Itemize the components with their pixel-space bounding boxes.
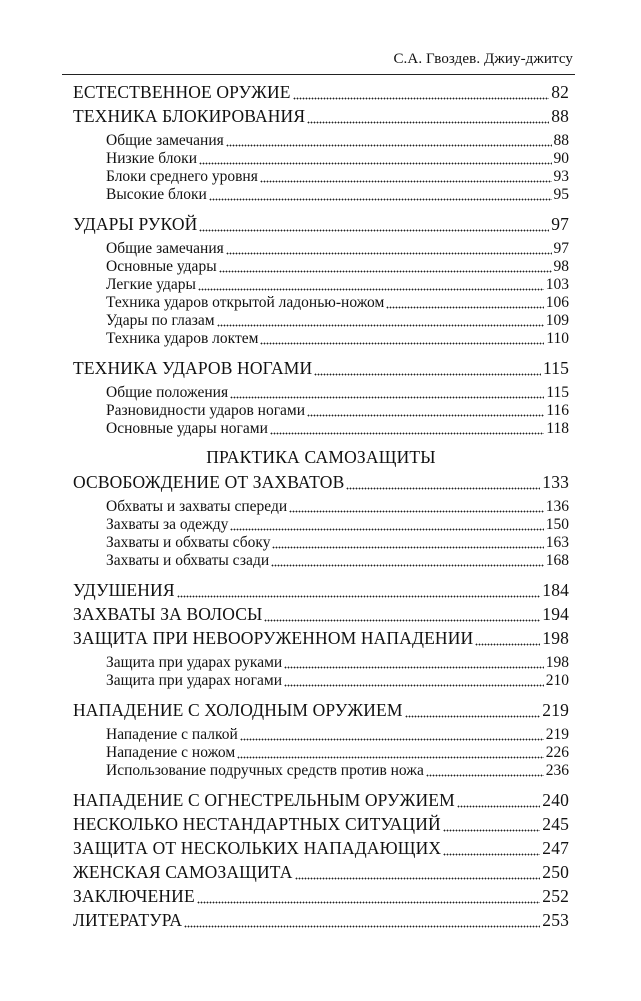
toc-subsection-entry[interactable] — [73, 744, 569, 762]
toc-subsection-entry[interactable] — [73, 150, 569, 168]
entry-title: ТЕХНИКА УДАРОВ НОГАМИ — [73, 358, 313, 378]
page-number: 103 — [545, 276, 569, 293]
dot-leader — [475, 626, 540, 650]
page-number: 240 — [542, 790, 569, 810]
entry-title: ЗАЩИТА ПРИ НЕВООРУЖЕННОМ НАПАДЕНИИ — [73, 628, 474, 648]
dot-leader — [230, 516, 543, 534]
entry-title: Общие положения — [106, 384, 229, 401]
toc-subsection-entry[interactable] — [73, 330, 569, 348]
toc-subsection-entry[interactable] — [73, 420, 569, 438]
dot-leader — [260, 330, 544, 348]
toc-subsection-entry[interactable] — [73, 654, 569, 672]
toc-subsection-entry[interactable] — [73, 258, 569, 276]
page-number: 118 — [546, 420, 569, 437]
dot-leader — [199, 150, 551, 168]
entry-title: ЛИТЕРАТУРА — [73, 910, 183, 930]
toc-chapter-entry[interactable] — [73, 908, 569, 932]
dot-leader — [217, 312, 544, 330]
entry-title: ЗАХВАТЫ ЗА ВОЛОСЫ — [73, 604, 263, 624]
page-number: 210 — [545, 672, 569, 689]
entry-title: УДУШЕНИЯ — [73, 580, 175, 600]
page-number: 88 — [551, 106, 569, 126]
page-number: 150 — [545, 516, 569, 533]
dot-leader — [209, 186, 552, 204]
toc-chapter-entry[interactable] — [73, 578, 569, 602]
dot-leader — [198, 276, 544, 294]
page-number: 97 — [553, 240, 569, 257]
dot-leader — [386, 294, 543, 312]
page-number: 136 — [545, 498, 569, 515]
toc-chapter-entry[interactable] — [73, 698, 569, 722]
dot-leader — [426, 762, 544, 780]
entry-title: Защита при ударах ногами — [106, 672, 282, 689]
dot-leader — [271, 552, 544, 570]
dot-leader — [284, 672, 544, 690]
dot-leader — [405, 698, 541, 722]
entry-title: Использование подручных средств против ножа — [106, 762, 424, 779]
entry-title: Общие замечания — [106, 132, 224, 149]
page-number: 253 — [542, 910, 569, 930]
dot-leader — [226, 240, 552, 258]
entry-title: Разновидности ударов ногами — [106, 402, 306, 419]
header-rule — [62, 74, 575, 75]
entry-title: ЗАЩИТА ОТ НЕСКОЛЬКИХ НАПАДАЮЩИХ — [73, 838, 442, 858]
toc-chapter-entry[interactable] — [73, 212, 569, 236]
entry-title: Высокие блоки — [106, 186, 207, 203]
toc-subsection-entry[interactable] — [73, 186, 569, 204]
entry-title: Основные удары ногами — [106, 420, 268, 437]
entry-title: ЗАКЛЮЧЕНИЕ — [73, 886, 195, 906]
toc-subsection-entry[interactable] — [73, 168, 569, 186]
page-number: 115 — [546, 384, 569, 401]
dot-leader — [307, 104, 549, 128]
toc-chapter-entry[interactable] — [73, 470, 569, 494]
entry-title: Техника ударов открытой ладонью-ножом — [106, 294, 385, 311]
section-heading: ПРАКТИКА САМОЗАЩИТЫ — [206, 447, 436, 467]
toc-subsection-entry[interactable] — [73, 402, 569, 420]
page-number: 106 — [545, 294, 569, 311]
toc-subsection-entry[interactable] — [73, 294, 569, 312]
entry-title: Защита при ударах руками — [106, 654, 283, 671]
dot-leader — [293, 80, 550, 104]
page-number: 163 — [545, 534, 569, 551]
page-number: 88 — [553, 132, 569, 149]
page-number: 93 — [553, 168, 569, 185]
toc-subsection-entry[interactable] — [73, 552, 569, 570]
toc-chapter-entry[interactable] — [73, 80, 569, 104]
toc-chapter-entry[interactable] — [73, 788, 569, 812]
entry-title: Захваты за одежду — [106, 516, 229, 533]
dot-leader — [184, 908, 540, 932]
dot-leader — [295, 860, 541, 884]
dot-leader — [226, 132, 552, 150]
toc-subsection-entry[interactable] — [73, 240, 569, 258]
toc-chapter-entry[interactable] — [73, 356, 569, 380]
dot-leader — [264, 602, 540, 626]
entry-title: ТЕХНИКА БЛОКИРОВАНИЯ — [73, 106, 306, 126]
dot-leader — [230, 384, 544, 402]
page-number: 236 — [545, 762, 569, 779]
page-number: 110 — [546, 330, 569, 347]
page-number: 250 — [542, 862, 569, 882]
dot-leader — [457, 788, 540, 812]
page-number: 116 — [546, 402, 569, 419]
entry-title: Нападение с палкой — [106, 726, 238, 743]
toc-subsection-entry[interactable] — [73, 726, 569, 744]
toc-subsection-entry[interactable] — [73, 762, 569, 780]
page-number: 82 — [551, 82, 569, 102]
dot-leader — [177, 578, 541, 602]
toc-chapter-entry[interactable] — [73, 602, 569, 626]
page-number: 245 — [542, 814, 569, 834]
toc-subsection-entry[interactable] — [73, 516, 569, 534]
entry-title: Обхваты и захваты спереди — [106, 498, 288, 515]
dot-leader — [237, 744, 544, 762]
page-number: 168 — [545, 552, 569, 569]
entry-title: Захваты и обхваты сбоку — [106, 534, 271, 551]
page-number: 95 — [553, 186, 569, 203]
toc-subsection-entry[interactable] — [73, 276, 569, 294]
entry-title: Общие замечания — [106, 240, 224, 257]
dot-leader — [443, 812, 541, 836]
entry-title: Основные удары — [106, 258, 217, 275]
dot-leader — [270, 420, 544, 438]
dot-leader — [307, 402, 544, 420]
entry-title: УДАРЫ РУКОЙ — [73, 214, 198, 234]
dot-leader — [199, 212, 549, 236]
dot-leader — [289, 498, 544, 516]
page-number: 109 — [545, 312, 569, 329]
dot-leader — [260, 168, 552, 186]
entry-title: ЕСТЕСТВЕННОЕ ОРУЖИЕ — [73, 82, 291, 102]
entry-title: Нападение с ножом — [106, 744, 236, 761]
toc-subsection-entry[interactable] — [73, 534, 569, 552]
toc-subsection-entry[interactable] — [73, 132, 569, 150]
dot-leader — [346, 470, 540, 494]
entry-title: НЕСКОЛЬКО НЕСТАНДАРТНЫХ СИТУАЦИЙ — [73, 814, 441, 834]
entry-title: ЖЕНСКАЯ САМОЗАЩИТА — [73, 862, 293, 882]
page-number: 194 — [542, 604, 569, 624]
page-number: 133 — [542, 472, 569, 492]
page-number: 198 — [545, 654, 569, 671]
entry-title: НАПАДЕНИЕ С ОГНЕСТРЕЛЬНЫМ ОРУЖИЕМ — [73, 790, 455, 810]
dot-leader — [197, 884, 541, 908]
page-number: 198 — [542, 628, 569, 648]
entry-title: НАПАДЕНИЕ С ХОЛОДНЫМ ОРУЖИЕМ — [73, 700, 403, 720]
toc-chapter-entry[interactable] — [73, 860, 569, 884]
page-number: 226 — [545, 744, 569, 761]
toc-chapter-entry[interactable] — [73, 104, 569, 128]
dot-leader — [314, 356, 541, 380]
toc-subsection-entry[interactable] — [73, 498, 569, 516]
toc-subsection-entry[interactable] — [73, 384, 569, 402]
page-number: 219 — [545, 726, 569, 743]
entry-title: ОСВОБОЖДЕНИЕ ОТ ЗАХВАТОВ — [73, 472, 345, 492]
dot-leader — [443, 836, 540, 860]
page-number: 115 — [542, 358, 569, 378]
page-number: 252 — [542, 886, 569, 906]
entry-title: Техника ударов локтем — [106, 330, 259, 347]
running-header: С.А. Гвоздев. Джиу-джитсу — [393, 51, 573, 67]
page-number: 184 — [542, 580, 569, 600]
entry-title: Блоки среднего уровня — [106, 168, 258, 185]
toc-subsection-entry[interactable] — [73, 312, 569, 330]
toc-chapter-entry[interactable] — [73, 836, 569, 860]
entry-title: Захваты и обхваты сзади — [106, 552, 270, 569]
page-number: 247 — [542, 838, 569, 858]
page-number: 90 — [553, 150, 569, 167]
page-number: 98 — [553, 258, 569, 275]
dot-leader — [284, 654, 544, 672]
page-number: 219 — [542, 700, 569, 720]
page-number: 97 — [551, 214, 569, 234]
dot-leader — [272, 534, 543, 552]
toc-chapter-entry[interactable] — [73, 626, 569, 650]
entry-title: Удары по глазам — [106, 312, 215, 329]
toc-chapter-entry[interactable] — [73, 812, 569, 836]
entry-title: Легкие удары — [106, 276, 196, 293]
dot-leader — [219, 258, 552, 276]
toc-chapter-entry[interactable] — [73, 884, 569, 908]
toc-subsection-entry[interactable] — [73, 672, 569, 690]
entry-title: Низкие блоки — [106, 150, 198, 167]
dot-leader — [240, 726, 544, 744]
table-of-contents — [73, 80, 569, 932]
